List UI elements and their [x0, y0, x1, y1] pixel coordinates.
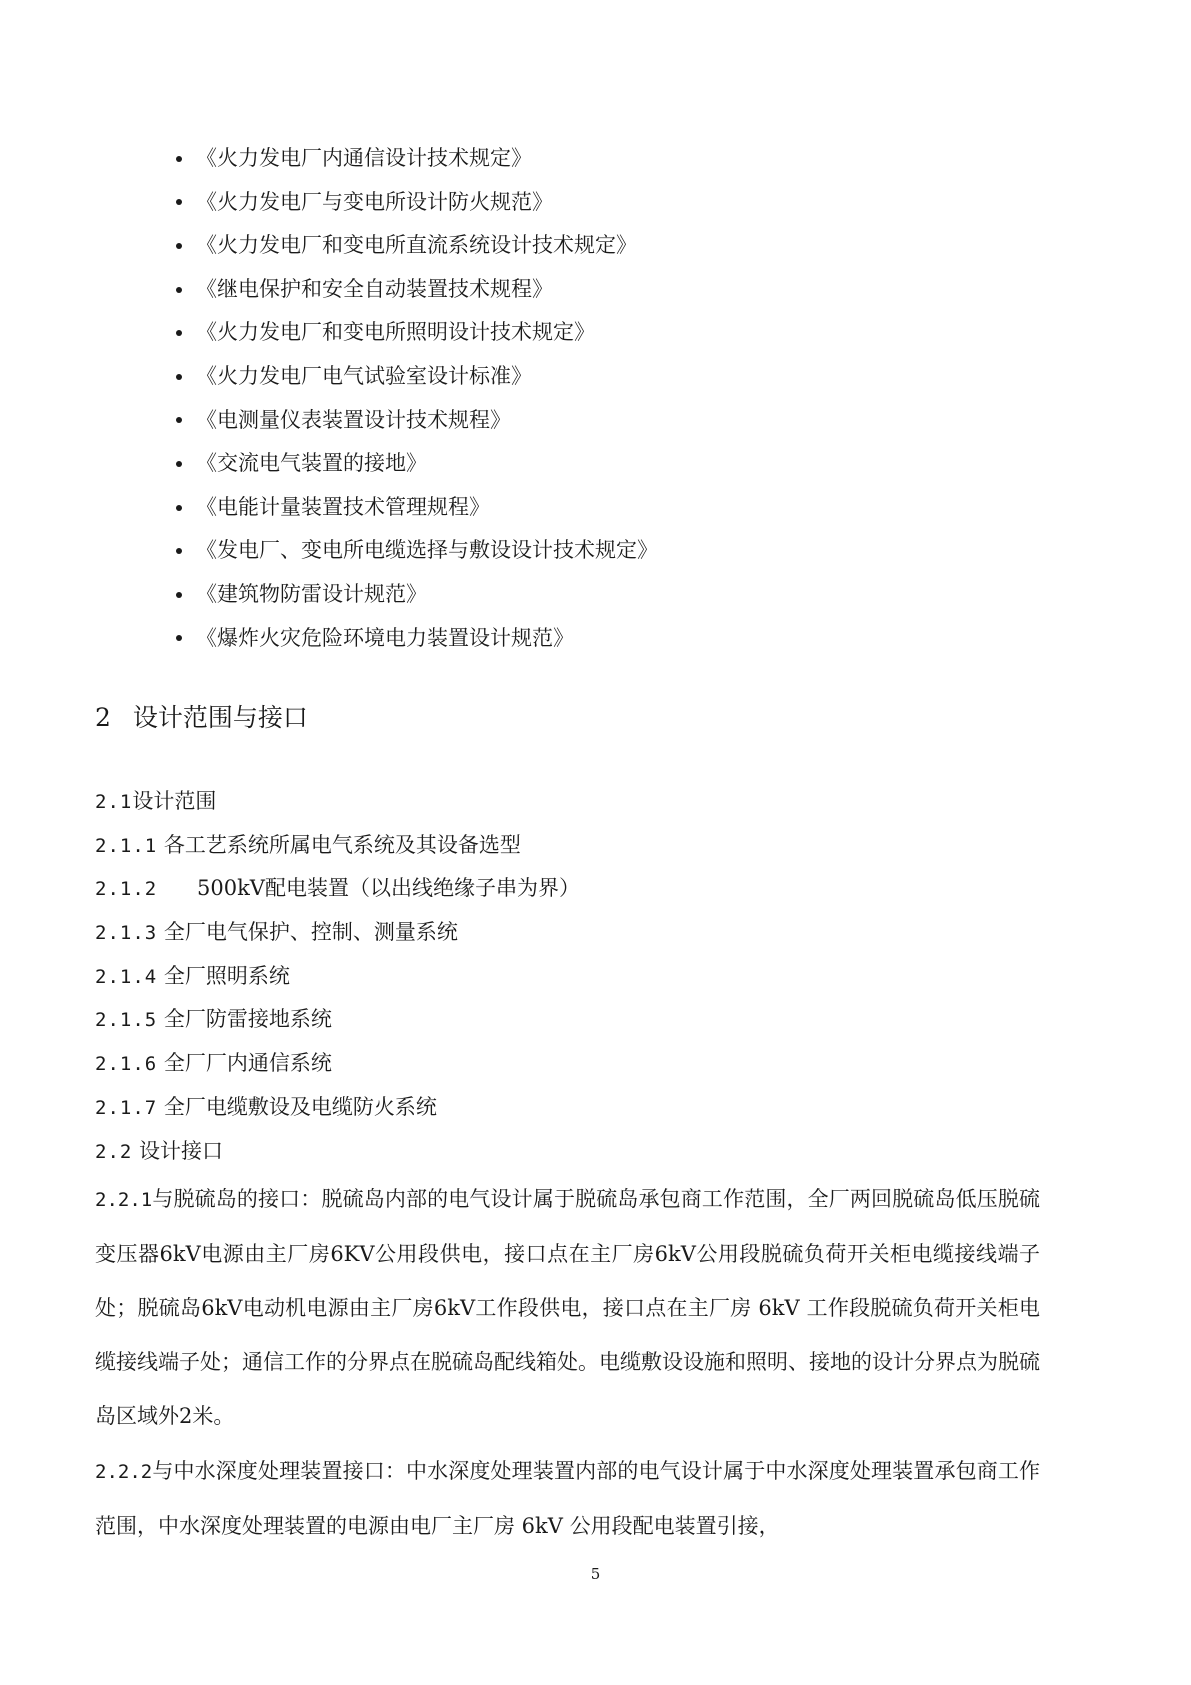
subsection-code: 2.1.5: [95, 1009, 158, 1032]
reference-title: 《电测量仪表装置设计技术规程》: [196, 407, 511, 432]
paragraph-text: 与中水深度处理装置接口：中水深度处理装置内部的电气设计属于中水深度处理装置承包商工作范围，中水深度处理装置的电源由电厂主厂房 6kV 公用段配电装置引接，: [95, 1459, 1040, 1538]
bullet-icon: [176, 374, 182, 380]
list-item: [174, 573, 658, 617]
list-item: [174, 399, 658, 443]
list-item: [174, 181, 658, 225]
bullet-icon: [176, 635, 182, 641]
subsection-code: 2.1: [95, 791, 133, 813]
list-item: [174, 355, 658, 399]
bullet-icon: [176, 199, 182, 205]
subsection-code: 2.1.4: [95, 965, 158, 988]
subsection-code: 2.1.3: [95, 922, 158, 945]
subsection-item: [95, 1086, 580, 1130]
subsection-list: [95, 780, 580, 1173]
subsection-item: [95, 911, 580, 955]
reference-title: 《火力发电厂与变电所设计防火规范》: [196, 189, 553, 214]
subsection-text: 500kV配电装置（以出线绝缘子串为界）: [197, 876, 580, 901]
reference-title: 《火力发电厂和变电所直流系统设计技术规定》: [196, 233, 637, 258]
subsection-item: [95, 824, 580, 868]
reference-title: 《电能计量装置技术管理规程》: [196, 494, 490, 519]
subsection-item: [95, 780, 580, 824]
bullet-icon: [176, 330, 182, 336]
subsection-text: 设计接口: [139, 1138, 224, 1163]
reference-title: 《发电厂、变电所电缆选择与敷设设计技术规定》: [196, 538, 658, 563]
paragraph-code: 2.2.1: [95, 1189, 153, 1211]
section-heading: [95, 700, 308, 736]
bullet-icon: [176, 287, 182, 293]
reference-title: 《继电保护和安全自动装置技术规程》: [196, 276, 553, 301]
bullet-icon: [176, 461, 182, 467]
reference-title: 《交流电气装置的接地》: [196, 451, 427, 476]
subsection-code: 2.1.2: [95, 878, 158, 901]
bullet-icon: [176, 548, 182, 554]
subsection-item: [95, 1042, 580, 1086]
subsection-text: 全厂照明系统: [163, 963, 290, 988]
section-number: 2: [95, 703, 111, 732]
paragraph-code: 2.2.2: [95, 1461, 153, 1483]
interface-paragraph: [95, 1444, 1040, 1553]
subsection-text: 设计范围: [132, 789, 217, 813]
bullet-icon: [176, 592, 182, 598]
subsection-text: 全厂电气保护、控制、测量系统: [163, 920, 458, 945]
subsection-code: 2.1.7: [95, 1096, 158, 1119]
reference-standards-list: [174, 137, 658, 660]
reference-title: 《爆炸火灾危险环境电力装置设计规范》: [196, 625, 574, 650]
list-item: [174, 442, 658, 486]
bullet-icon: [176, 243, 182, 249]
subsection-text: 全厂厂内通信系统: [163, 1051, 332, 1076]
list-item: [174, 486, 658, 530]
list-item: [174, 137, 658, 181]
subsection-item: [95, 867, 580, 911]
subsection-code: 2.2: [95, 1140, 133, 1163]
section-title: 设计范围与接口: [132, 703, 308, 732]
subsection-code: 2.1.6: [95, 1053, 158, 1076]
reference-title: 《建筑物防雷设计规范》: [196, 581, 427, 606]
list-item: [174, 311, 658, 355]
list-item: [174, 617, 658, 661]
subsection-text: 全厂防雷接地系统: [163, 1007, 332, 1032]
interface-paragraph: [95, 1172, 1040, 1443]
subsection-text: 全厂电缆敷设及电缆防火系统: [163, 1094, 437, 1119]
list-item: [174, 529, 658, 573]
subsection-text: 各工艺系统所属电气系统及其设备选型: [163, 832, 521, 857]
list-item: [174, 268, 658, 312]
paragraph-text: 与脱硫岛的接口：脱硫岛内部的电气设计属于脱硫岛承包商工作范围，全厂两回脱硫岛低压脱硫变压器6kV电源由主厂房6KV公用段供电，接口点在主厂房6kV公用段脱硫负荷开关柜电缆接线端子处；脱硫岛6kV电动机电源由主厂房6kV工作段供电，接口点在主厂房 6kV 工作段脱硫负荷开关柜电缆接线端子处；通信工作的分界点在脱硫岛配线箱处。电缆敷设设施和照明、接地的设计分界点为脱硫岛区域外2米。: [95, 1187, 1040, 1428]
bullet-icon: [176, 505, 182, 511]
subsection-code: 2.1.1: [95, 834, 158, 857]
reference-title: 《火力发电厂内通信设计技术规定》: [196, 146, 532, 170]
bullet-icon: [176, 156, 182, 162]
page-number: 5: [590, 1565, 601, 1583]
reference-title: 《火力发电厂电气试验室设计标准》: [196, 363, 532, 388]
subsection-item: [95, 955, 580, 999]
subsection-item: [95, 1130, 580, 1174]
list-item: [174, 224, 658, 268]
reference-title: 《火力发电厂和变电所照明设计技术规定》: [196, 320, 595, 345]
subsection-item: [95, 998, 580, 1042]
bullet-icon: [176, 417, 182, 423]
